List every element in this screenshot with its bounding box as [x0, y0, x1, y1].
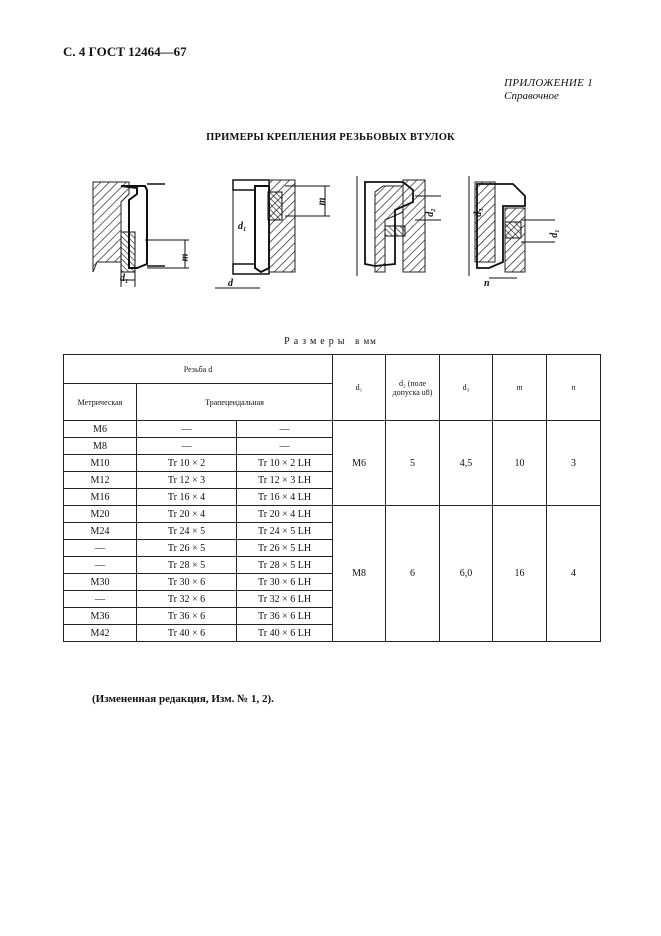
cell-trap-lh: Tr 30 × 6 LH [237, 574, 333, 591]
cell-trap: Tr 20 × 4 [137, 506, 237, 523]
cell-trap-lh: Tr 12 × 3 LH [237, 472, 333, 489]
caption-unit: в мм [354, 336, 377, 346]
cell-trap-lh: Tr 28 × 5 LH [237, 557, 333, 574]
fig4-d1-label: d₁ [548, 229, 560, 238]
revision-note: (Измененная редакция, Изм. № 1, 2). [92, 693, 274, 705]
table-row [64, 506, 601, 523]
cell-trap: Tr 26 × 5 [137, 540, 237, 557]
cell-trap: Tr 16 × 4 [137, 489, 237, 506]
cell-trap: Tr 28 × 5 [137, 557, 237, 574]
cell-n: 4 [547, 506, 601, 642]
table-caption [0, 336, 661, 347]
cell-metric: M24 [64, 523, 137, 540]
page-header: С. 4 ГОСТ 12464—67 [63, 44, 187, 59]
cell-metric: M10 [64, 455, 137, 472]
header-d1: d₁ [333, 355, 386, 421]
fig4-d3-label: d₃ [472, 208, 484, 217]
fig1-d1-label: d₁ [120, 273, 129, 284]
cell-trap-lh: Tr 40 × 6 LH [237, 625, 333, 642]
header-n: n [547, 355, 601, 421]
dimensions-table [63, 354, 601, 642]
cell-d3: 4,5 [440, 421, 493, 506]
appendix-label [504, 77, 593, 103]
cell-trap-lh: Tr 10 × 2 LH [237, 455, 333, 472]
cell-metric: — [64, 540, 137, 557]
cell-metric: M6 [64, 421, 137, 438]
header-d2: d₂ (поле допуска u8) [386, 355, 440, 421]
cell-metric: M20 [64, 506, 137, 523]
cell-d2: 5 [386, 421, 440, 506]
cell-trap-lh: Tr 26 × 5 LH [237, 540, 333, 557]
figure-2 [215, 180, 330, 288]
fig1-m-label: m [179, 253, 191, 262]
cell-trap-lh: Tr 16 × 4 LH [237, 489, 333, 506]
figure-4 [469, 176, 555, 278]
cell-trap: — [137, 438, 237, 455]
fig4-n-label: n [484, 278, 490, 289]
cell-trap-lh: Tr 36 × 6 LH [237, 608, 333, 625]
cell-m: 16 [493, 506, 547, 642]
cell-metric: M42 [64, 625, 137, 642]
header-metric: Метрическая [64, 384, 137, 421]
cell-d1: M8 [333, 506, 386, 642]
cell-metric: M30 [64, 574, 137, 591]
appendix-title: ПРИЛОЖЕНИЕ 1 [504, 77, 593, 89]
cell-metric: M8 [64, 438, 137, 455]
cell-trap-lh: — [237, 421, 333, 438]
cell-trap: Tr 30 × 6 [137, 574, 237, 591]
cell-trap: Tr 40 × 6 [137, 625, 237, 642]
cell-trap: Tr 10 × 2 [137, 455, 237, 472]
cell-metric: M36 [64, 608, 137, 625]
appendix-subtitle: Справочное [504, 90, 559, 102]
figure-3 [357, 176, 441, 276]
fig2-m-label: m [316, 197, 328, 206]
header-trapezoidal: Трапецеидальная [137, 384, 333, 421]
fig2-d1-label: d₁ [238, 221, 247, 232]
cell-d3: 6,0 [440, 506, 493, 642]
cell-n: 3 [547, 421, 601, 506]
cell-trap-lh: — [237, 438, 333, 455]
table-row [64, 421, 601, 438]
cell-trap: Tr 24 × 5 [137, 523, 237, 540]
cell-metric: — [64, 557, 137, 574]
figure-1 [93, 182, 189, 287]
header-thread: Резьба d [64, 355, 333, 384]
cell-metric: M12 [64, 472, 137, 489]
cell-d2: 6 [386, 506, 440, 642]
fig2-d-label: d [228, 278, 233, 289]
header-m: m [493, 355, 547, 421]
fig3-d2-label: d₂ [424, 208, 436, 217]
cell-trap-lh: Tr 20 × 4 LH [237, 506, 333, 523]
cell-metric: M16 [64, 489, 137, 506]
caption-text: Размеры [284, 336, 349, 347]
table-body [64, 421, 601, 642]
header-d3: d₃ [440, 355, 493, 421]
cell-trap-lh: Tr 24 × 5 LH [237, 523, 333, 540]
cell-metric: — [64, 591, 137, 608]
cell-trap: Tr 36 × 6 [137, 608, 237, 625]
cell-trap: Tr 32 × 6 [137, 591, 237, 608]
cell-trap: — [137, 421, 237, 438]
cell-trap: Tr 12 × 3 [137, 472, 237, 489]
cell-m: 10 [493, 421, 547, 506]
section-title: ПРИМЕРЫ КРЕПЛЕНИЯ РЕЗЬБОВЫХ ВТУЛОК [206, 132, 455, 143]
cell-d1: M6 [333, 421, 386, 506]
cell-trap-lh: Tr 32 × 6 LH [237, 591, 333, 608]
